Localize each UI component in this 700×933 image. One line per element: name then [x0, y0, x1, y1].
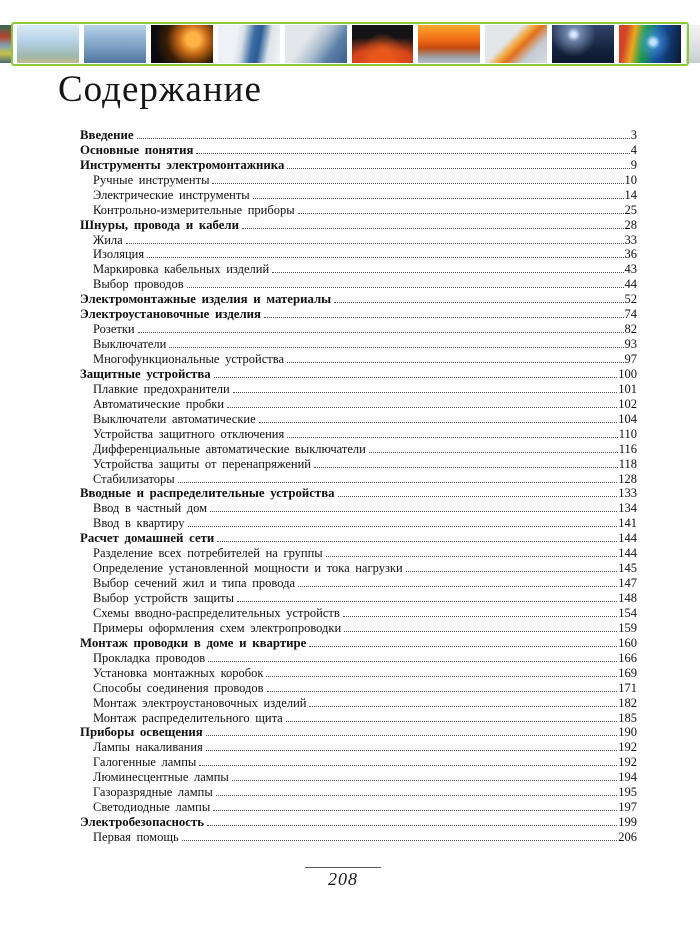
- toc-dotted-leader: [232, 780, 617, 781]
- toc-entry: [80, 560, 637, 575]
- toc-entry-page: 82: [624, 322, 637, 337]
- toc-entry-label: Основные понятия: [80, 142, 194, 157]
- toc-dotted-leader: [210, 511, 617, 512]
- header-photo-substation: [84, 25, 146, 63]
- toc-entry-label: Защитные устройства: [80, 366, 211, 381]
- toc-entry-page: 147: [618, 576, 637, 591]
- toc-entry-label: Лампы накаливания: [93, 740, 203, 755]
- toc-dotted-leader: [286, 721, 618, 722]
- toc-entry-page: 190: [618, 725, 637, 740]
- toc-entry-page: 166: [618, 650, 637, 665]
- header-photo-colorful-wires-arc: [619, 25, 681, 63]
- toc-entry-page: 154: [618, 605, 637, 620]
- toc-entry-page: 182: [618, 695, 637, 710]
- toc-entry-page: 192: [618, 740, 637, 755]
- toc-entry-page: 4: [630, 142, 637, 157]
- toc-entry: [80, 366, 637, 381]
- toc-dotted-leader: [287, 168, 629, 169]
- toc-entry: [80, 500, 637, 515]
- page-footer: [0, 867, 686, 890]
- toc-entry: [80, 575, 637, 590]
- toc-entry: [80, 247, 637, 262]
- toc-entry: [80, 530, 637, 545]
- toc-entry-page: 52: [624, 292, 637, 307]
- toc-entry-label: Устройства защитного отключения: [93, 426, 285, 441]
- toc-dotted-leader: [147, 257, 623, 258]
- toc-entry: [80, 769, 637, 784]
- toc-entry: [80, 754, 637, 769]
- toc-dotted-leader: [216, 795, 618, 796]
- toc-entry-label: Контрольно-измерительные приборы: [93, 202, 295, 217]
- toc-entry-page: 10: [624, 172, 637, 187]
- toc-entry: [80, 172, 637, 187]
- footer-rule: [305, 867, 381, 868]
- toc-entry-page: 43: [624, 262, 637, 277]
- toc-entry-label: Электроустановочные изделия: [80, 307, 261, 322]
- toc-dotted-leader: [196, 153, 629, 154]
- header-photo-strip: [0, 22, 700, 66]
- toc-entry: [80, 471, 637, 486]
- toc-entry-page: 100: [618, 366, 637, 381]
- toc-dotted-leader: [406, 571, 618, 572]
- toc-dotted-leader: [259, 422, 618, 423]
- toc-entry-label: Газоразрядные лампы: [93, 785, 213, 800]
- toc-entry-label: Светодиодные лампы: [93, 800, 211, 815]
- toc-entry: [80, 695, 637, 710]
- toc-dotted-leader: [264, 317, 624, 318]
- toc-entry: [80, 829, 637, 844]
- toc-dotted-leader: [344, 631, 617, 632]
- toc-entry-label: Приборы освещения: [80, 725, 203, 740]
- toc-dotted-leader: [208, 661, 617, 662]
- photo-strip-tiles: [0, 25, 700, 63]
- toc-entry-page: 25: [624, 202, 637, 217]
- toc-entry-label: Розетки: [93, 322, 135, 337]
- toc-dotted-leader: [266, 676, 617, 677]
- header-photo-lightning-storm: [552, 25, 614, 63]
- toc-entry-page: 192: [618, 755, 637, 770]
- toc-dotted-leader: [199, 765, 617, 766]
- toc-dotted-leader: [314, 467, 618, 468]
- toc-dotted-leader: [233, 392, 618, 393]
- toc-entry: [80, 441, 637, 456]
- toc-dotted-leader: [338, 496, 618, 497]
- toc-entry: [80, 276, 637, 291]
- header-photo-hand-touching-bulb: [151, 25, 213, 63]
- toc-dotted-leader: [287, 362, 624, 363]
- toc-entry: [80, 620, 637, 635]
- toc-entry-page: 199: [618, 815, 637, 830]
- toc-entry: [80, 486, 637, 501]
- toc-entry-label: Ввод в частный дом: [93, 501, 208, 516]
- toc-entry: [80, 381, 637, 396]
- toc-entry-label: Электромонтажные изделия и материалы: [80, 292, 332, 307]
- toc-entry: [80, 635, 637, 650]
- toc-entry-label: Определение установленной мощности и тока нагрузки: [93, 561, 403, 576]
- toc-entry: [80, 202, 637, 217]
- toc-entry: [80, 351, 637, 366]
- toc-entry: [80, 710, 637, 725]
- toc-entry-label: Люминесцентные лампы: [93, 770, 229, 785]
- toc-entry: [80, 665, 637, 680]
- toc-dotted-leader: [207, 825, 617, 826]
- toc-entry-page: 195: [618, 785, 637, 800]
- toc-dotted-leader: [237, 601, 617, 602]
- toc-entry-label: Ввод в квартиру: [93, 516, 185, 531]
- toc-entry: [80, 814, 637, 829]
- toc-entry-page: 28: [624, 217, 637, 232]
- toc-dotted-leader: [138, 332, 624, 333]
- toc-entry-label: Выбор проводов: [93, 277, 184, 292]
- toc-dotted-leader: [213, 810, 617, 811]
- toc-entry-label: Многофункциональные устройства: [93, 352, 284, 366]
- toc-dotted-leader: [206, 750, 617, 751]
- toc-entry: [80, 157, 637, 172]
- toc-entry: [80, 650, 637, 665]
- toc-dotted-leader: [182, 840, 618, 841]
- toc-entry: [80, 127, 637, 142]
- toc-dotted-leader: [206, 735, 618, 736]
- toc-dotted-leader: [169, 347, 623, 348]
- toc-entry: [80, 291, 637, 306]
- header-photo-house-fire: [418, 25, 480, 63]
- toc-dotted-leader: [343, 616, 617, 617]
- toc-entry-label: Выбор устройств защиты: [93, 591, 235, 605]
- toc-entry-page: 93: [624, 337, 637, 352]
- header-photo-white-device: [686, 25, 700, 63]
- toc-entry: [80, 411, 637, 426]
- toc-entry: [80, 142, 637, 157]
- toc-entry-label: Выбор сечений жил и типа провода: [93, 576, 296, 591]
- toc-entry: [80, 725, 637, 740]
- toc-entry-page: 194: [618, 770, 637, 785]
- toc-entry-page: 169: [618, 665, 637, 680]
- toc-entry-page: 133: [618, 486, 637, 501]
- toc-entry-page: 145: [618, 561, 637, 576]
- toc-entry: [80, 306, 637, 321]
- toc-dotted-leader: [309, 646, 617, 647]
- toc-entry-page: 141: [618, 516, 637, 531]
- toc-entry-label: Изоляция: [93, 247, 145, 262]
- toc-dotted-leader: [126, 243, 624, 244]
- toc-dotted-leader: [326, 556, 618, 557]
- toc-entry-page: 185: [618, 710, 637, 725]
- toc-dotted-leader: [272, 272, 623, 273]
- toc-entry-page: 74: [624, 307, 637, 322]
- toc-entry-page: 116: [618, 441, 637, 456]
- toc-entry-page: 14: [624, 187, 637, 202]
- toc-entry-label: Монтаж распределительного щита: [93, 710, 283, 725]
- toc-dotted-leader: [298, 213, 624, 214]
- header-photo-electrician-at-panel: [218, 25, 280, 63]
- toc-entry: [80, 605, 637, 620]
- toc-entry: [80, 680, 637, 695]
- toc-entry-label: Расчет домашней сети: [80, 531, 215, 546]
- toc-entry-label: Монтаж электроустановочных изделий: [93, 695, 307, 710]
- toc-entry-page: 102: [618, 396, 637, 411]
- toc-entry-label: Шнуры, провода и кабели: [80, 217, 239, 232]
- toc-entry-label: Ручные инструменты: [93, 172, 210, 187]
- toc-dotted-leader: [242, 228, 624, 229]
- toc-dotted-leader: [188, 526, 618, 527]
- toc-entry-page: 33: [624, 232, 637, 247]
- toc-dotted-leader: [187, 287, 624, 288]
- toc-dotted-leader: [267, 691, 618, 692]
- toc-entry-page: 9: [630, 157, 637, 172]
- toc-entry: [80, 187, 637, 202]
- toc-entry-page: 97: [624, 352, 637, 366]
- toc-entry: [80, 590, 637, 605]
- toc-entry-label: Устройства защиты от перенапряжений: [93, 456, 311, 471]
- toc-dotted-leader: [227, 407, 617, 408]
- toc-entry-label: Галогенные лампы: [93, 755, 197, 770]
- toc-entry-label: Дифференциальные автоматические выключатели: [93, 441, 366, 456]
- toc-dotted-leader: [178, 482, 618, 483]
- toc-entry-label: Выключатели автоматические: [93, 411, 256, 426]
- toc-entry: [80, 739, 637, 754]
- header-photo-overloaded-socket: [485, 25, 547, 63]
- toc-entry-label: Разделение всех потребителей на группы: [93, 546, 323, 561]
- toc-entry-page: 144: [618, 546, 637, 561]
- toc-entry: [80, 217, 637, 232]
- toc-entry-page: 159: [618, 620, 637, 635]
- header-photo-gloved-hand-tool: [285, 25, 347, 63]
- toc-entry: [80, 799, 637, 814]
- toc-entry-page: 206: [618, 830, 637, 844]
- toc-entry-page: 118: [618, 456, 637, 471]
- toc-entry-page: 36: [624, 247, 637, 262]
- toc-entry-label: Монтаж проводки в доме и квартире: [80, 635, 307, 650]
- toc-entry-page: 171: [618, 680, 637, 695]
- toc-entry-label: Инструменты электромонтажника: [80, 157, 285, 172]
- toc-entry-label: Электробезопасность: [80, 815, 205, 830]
- toc-entry-label: Прокладка проводов: [93, 650, 206, 665]
- toc-dotted-leader: [137, 138, 630, 139]
- toc-entry-label: Схемы вводно-распределительных устройств: [93, 605, 340, 620]
- toc-entry-label: Вводные и распределительные устройства: [80, 486, 335, 501]
- toc-entry: [80, 321, 637, 336]
- toc-entry-page: 128: [618, 471, 637, 486]
- toc-dotted-leader: [212, 183, 623, 184]
- toc-entry-page: 110: [618, 426, 637, 441]
- toc-dotted-leader: [287, 437, 618, 438]
- toc-entry-label: Жила: [93, 232, 123, 247]
- toc-dotted-leader: [369, 452, 618, 453]
- toc-entry: [80, 426, 637, 441]
- toc-dotted-leader: [253, 198, 624, 199]
- toc-entry-label: Способы соединения проводов: [93, 680, 264, 695]
- toc-entry-label: Автоматические пробки: [93, 396, 225, 411]
- toc-dotted-leader: [309, 706, 617, 707]
- toc-entry: [80, 232, 637, 247]
- toc-entry-label: Плавкие предохранители: [93, 381, 230, 396]
- header-photo-power-line-towers: [17, 25, 79, 63]
- toc-entry-page: 104: [618, 411, 637, 426]
- toc-entry-label: Стабилизаторы: [93, 471, 175, 486]
- toc-entry-label: Введение: [80, 127, 134, 142]
- toc-entry-page: 160: [618, 635, 637, 650]
- folio-page-number: 208: [328, 869, 358, 889]
- toc-entry-label: Первая помощь: [93, 830, 179, 844]
- toc-entry: [80, 545, 637, 560]
- toc-entry-page: 144: [618, 531, 637, 546]
- toc-entry-label: Выключатели: [93, 337, 167, 352]
- toc-dotted-leader: [334, 302, 623, 303]
- toc-entry: [80, 336, 637, 351]
- toc-entry-page: 44: [624, 277, 637, 292]
- toc-entry: [80, 261, 637, 276]
- toc-entry: [80, 784, 637, 799]
- toc-entry-label: Примеры оформления схем электропроводки: [93, 620, 342, 635]
- toc-entry-label: Маркировка кабельных изделий: [93, 262, 270, 277]
- toc-entry: [80, 515, 637, 530]
- toc-entry: [80, 456, 637, 471]
- toc-dotted-leader: [217, 541, 617, 542]
- table-of-contents: [80, 127, 637, 844]
- toc-entry-page: 148: [618, 591, 637, 605]
- toc-entry-page: 101: [618, 381, 637, 396]
- toc-entry-page: 134: [618, 501, 637, 516]
- header-photo-wire-cutters: [352, 25, 414, 63]
- header-photo-equipment-stack: [0, 25, 12, 63]
- toc-dotted-leader: [214, 377, 618, 378]
- toc-dotted-leader: [298, 586, 617, 587]
- page-title: Содержание: [58, 69, 262, 110]
- toc-entry-label: Электрические инструменты: [93, 187, 250, 202]
- toc-entry-page: 197: [618, 800, 637, 815]
- toc-entry: [80, 396, 637, 411]
- toc-entry-page: 3: [630, 127, 637, 142]
- toc-entry-label: Установка монтажных коробок: [93, 665, 264, 680]
